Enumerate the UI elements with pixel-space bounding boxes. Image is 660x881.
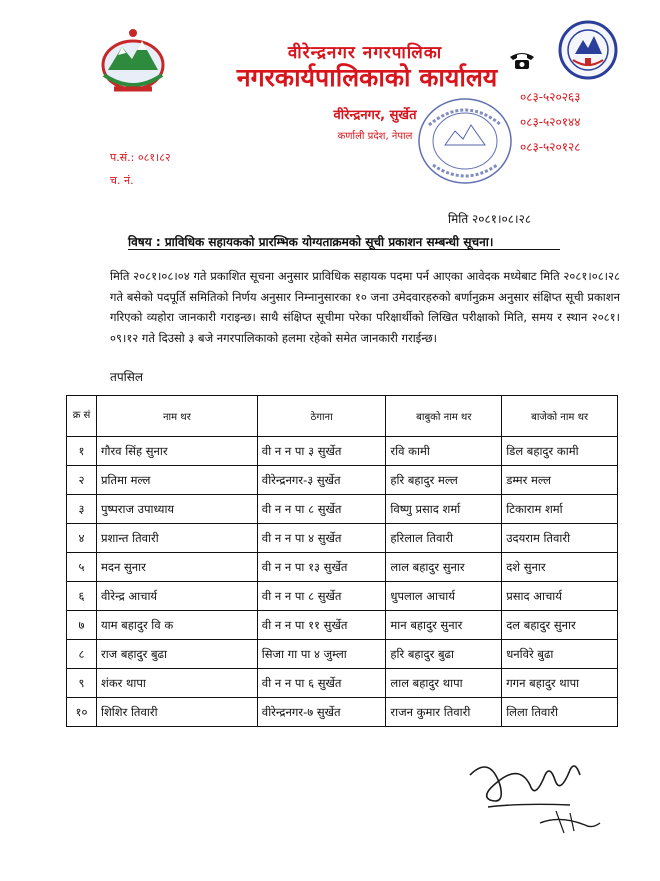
grandfather-name-cell: प्रसाद आचार्य [502, 582, 618, 611]
table-header-row [67, 396, 618, 437]
serial-cell: १ [67, 437, 97, 466]
table-row [67, 640, 618, 669]
grandfather-name-cell: धनविरे बुढा [502, 640, 618, 669]
notice-date: मिति २०८१।०८।२८ [448, 212, 532, 226]
serial-cell: ४ [67, 524, 97, 553]
address-cell: सिजा गा पा ४ जुम्ला [257, 640, 386, 669]
grandfather-name-cell: उदयराम तिवारी [502, 524, 618, 553]
grandfather-name-cell: टिकाराम शर्मा [502, 495, 618, 524]
address-cell: वीरेन्द्रनगर-३ सुर्खेत [257, 466, 386, 495]
municipality-name: वीरेन्द्रनगर नगरपालिका [287, 43, 443, 63]
subject-underline [128, 249, 560, 250]
serial-cell: ७ [67, 611, 97, 640]
name-cell: शिशिर तिवारी [97, 698, 258, 727]
province-name: कर्णाली प्रदेश, नेपाल [337, 131, 413, 142]
father-name-cell: रवि कामी [386, 437, 502, 466]
office-address: वीरेन्द्रनगर, सुर्खेत [333, 108, 417, 123]
phone-numbers [520, 85, 581, 160]
address-cell: वी न न पा ११ सुर्खेत [257, 611, 386, 640]
father-name-cell: हरिलाल तिवारी [386, 524, 502, 553]
address-cell: वी न न पा ८ सुर्खेत [257, 495, 386, 524]
father-name-cell: धुपलाल आचार्य [386, 582, 502, 611]
table-row [67, 437, 618, 466]
name-cell: राज बहादुर बुढा [97, 640, 258, 669]
father-name-cell: राजन कुमार तिवारी [386, 698, 502, 727]
header-grandfather-name: बाजेको नाम थर [502, 396, 618, 437]
name-cell: वीरेन्द्र आचार्य [97, 582, 258, 611]
header-father-name: बाबुको नाम थर [386, 396, 502, 437]
address-cell: वी न न पा १३ सुर्खेत [257, 553, 386, 582]
name-cell: प्रतिमा मल्ल [97, 466, 258, 495]
table-row [67, 669, 618, 698]
reference-number: प.सं.: ०८१।८२ [110, 151, 171, 164]
serial-cell: २ [67, 466, 97, 495]
grandfather-name-cell: लिला तिवारी [502, 698, 618, 727]
father-name-cell: लाल बहादुर सुनार [386, 553, 502, 582]
father-name-cell: हरि बहादुर मल्ल [386, 466, 502, 495]
phone-number: ०८३-५२०१२८ [520, 140, 581, 154]
name-cell: पुष्पराज उपाध्याय [97, 495, 258, 524]
serial-cell: ५ [67, 553, 97, 582]
table-row [67, 611, 618, 640]
header-serial: क्र सं [67, 396, 97, 437]
serial-cell: ६ [67, 582, 97, 611]
grandfather-name-cell: डम्मर मल्ल [502, 466, 618, 495]
address-cell: वी न न पा ३ सुर्खेत [257, 437, 386, 466]
table-row [67, 582, 618, 611]
telephone-icon [508, 50, 536, 70]
table-row [67, 495, 618, 524]
father-name-cell: हरि बहादुर बुढा [386, 640, 502, 669]
header-name: नाम थर [97, 396, 258, 437]
name-cell: गौरव सिंह सुनार [97, 437, 258, 466]
grandfather-name-cell: गगन बहादुर थापा [502, 669, 618, 698]
office-name: नगरकार्यपालिकाको कार्यालय [236, 63, 498, 92]
notice-subject: विषय : प्राविधिक सहायकको प्रारम्भिक योग्यताक्रमको सूची प्रकाशन सम्बन्धी सूचना। [128, 235, 494, 249]
father-name-cell: विष्णु प्रसाद शर्मा [386, 495, 502, 524]
address-cell: वी न न पा ४ सुर्खेत [257, 524, 386, 553]
signature [460, 745, 610, 845]
name-cell: शंकर थापा [97, 669, 258, 698]
municipality-logo-icon [557, 20, 619, 80]
father-name-cell: लाल बहादुर थापा [386, 669, 502, 698]
address-cell: वीरेन्द्रनगर-७ सुर्खेत [257, 698, 386, 727]
phone-number: ०८३-५२०२६३ [520, 90, 581, 104]
table-row [67, 524, 618, 553]
table-row [67, 466, 618, 495]
serial-cell: ९ [67, 669, 97, 698]
serial-cell: ८ [67, 640, 97, 669]
nepal-emblem-icon [96, 25, 171, 95]
table-row [67, 553, 618, 582]
table-row [67, 698, 618, 727]
serial-cell: ३ [67, 495, 97, 524]
phone-number: ०८३-५२०१४४ [520, 115, 581, 129]
grandfather-name-cell: दल बहादुर सुनार [502, 611, 618, 640]
father-name-cell: मान बहादुर सुनार [386, 611, 502, 640]
name-cell: याम बहादुर वि क [97, 611, 258, 640]
grandfather-name-cell: दशे सुनार [502, 553, 618, 582]
name-cell: प्रशान्त तिवारी [97, 524, 258, 553]
grandfather-name-cell: डिल बहादुर कामी [502, 437, 618, 466]
address-cell: वी न न पा ६ सुर्खेत [257, 669, 386, 698]
header-address: ठेगाना [257, 396, 386, 437]
dispatch-number: च. नं. [110, 174, 134, 187]
serial-cell: १० [67, 698, 97, 727]
candidate-table [66, 395, 618, 727]
details-label: तपसिल [110, 370, 144, 384]
notice-body: मिति २०८१।०८।०४ गते प्रकाशित सूचना अनुसार प्राविधिक सहायक पदमा पर्न आएका आवेदक मध्येबाट मिति २०८१।०८।२८ गते बसेको पदपूर्ति समितिको निर्णय अनुसार निम्नानुसारका १० जना उमेदवारहरुको बर्णानुक्रम अनुसार संक्षिप्त सूची प्रकाशन गरिएको व्यहोरा जानकारी गराइन्छ। साथै संक्षिप्त सूचीमा परेका परिक्षार्थीको लिखित परीक्षाको मिति, समय र स्थान २०८१।०९।१२ गते दिउसो ३ बजे नगरपालिकाको हलमा रहेको समेत जानकारी गराईन्छ। [110, 269, 620, 345]
name-cell: मदन सुनार [97, 553, 258, 582]
address-cell: वी न न पा ८ सुर्खेत [257, 582, 386, 611]
